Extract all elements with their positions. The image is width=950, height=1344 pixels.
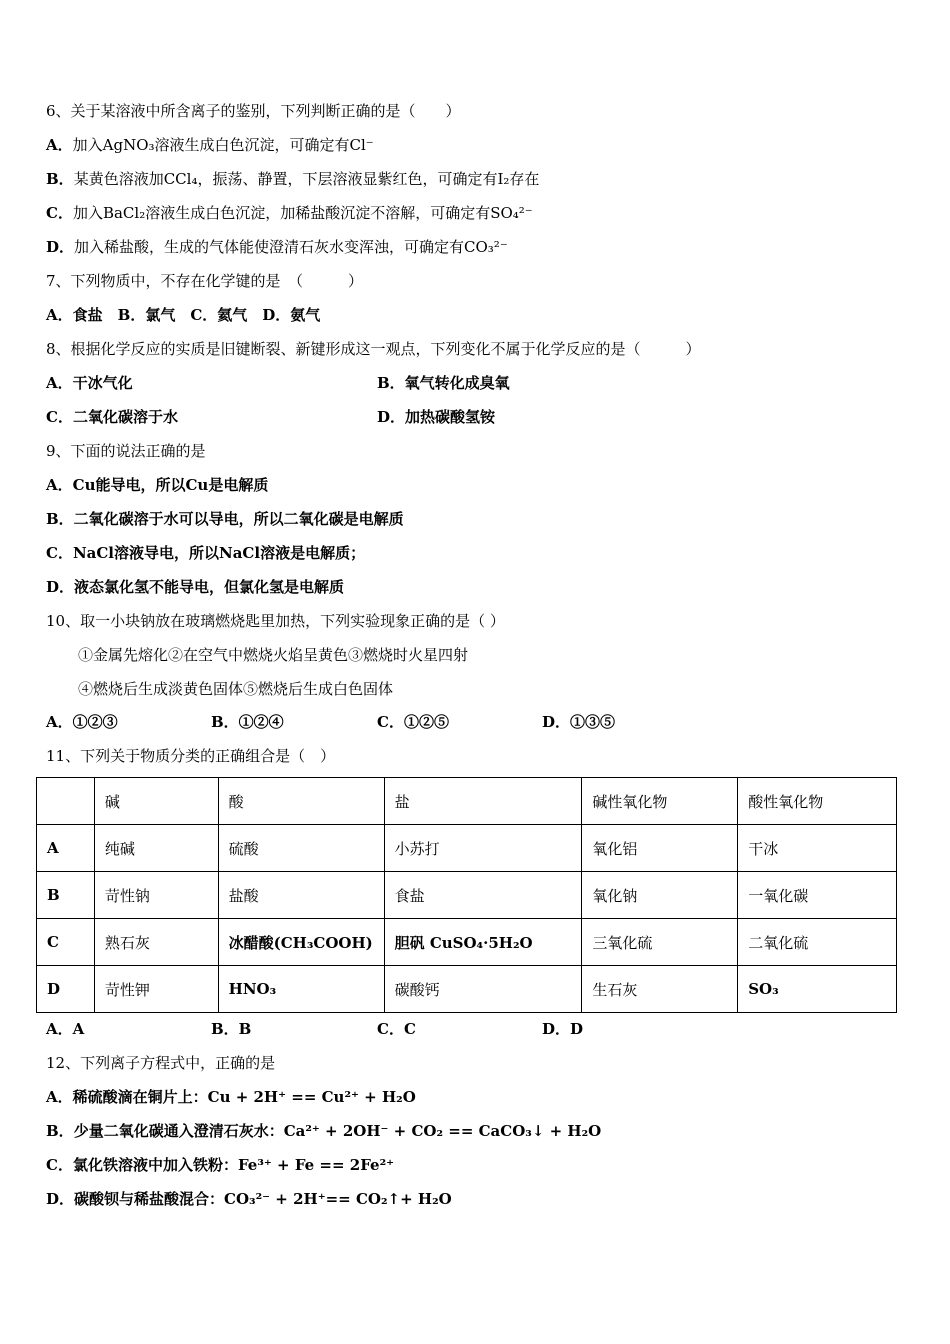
table-header-cell: 酸性氧化物: [738, 778, 897, 825]
q6-option-c: [46, 203, 533, 223]
table-cell: A: [37, 825, 95, 872]
q11-stem: 11、下列关于物质分类的正确组合是（ ）: [46, 747, 336, 765]
table-cell: 胆矾 CuSO₄·5H₂O: [384, 919, 582, 966]
table-cell: C: [37, 919, 95, 966]
table-row: [37, 966, 897, 1013]
q7-options: A．食盐 B．氯气 C．氦气 D．氨气: [46, 306, 321, 324]
table-cell: 一氧化碳: [738, 872, 897, 919]
table-header-cell: 碱性氧化物: [582, 778, 738, 825]
q8-option-d: D．加热碳酸氢铵: [377, 408, 496, 426]
table-cell: 三氧化硫: [582, 919, 738, 966]
table-cell: 食盐: [384, 872, 582, 919]
q6-option-a: [46, 135, 374, 155]
table-header-cell: 酸: [218, 778, 384, 825]
q6-option-c-label: C．: [46, 204, 73, 222]
q9-option-c: C．NaCl溶液导电，所以NaCl溶液是电解质；: [46, 544, 366, 562]
q12-option-d-label: D．: [46, 1190, 75, 1208]
table-cell: 小苏打: [384, 825, 582, 872]
table-cell: 苛性钠: [94, 872, 218, 919]
q11-option-d: D．D: [542, 1020, 584, 1038]
q12-option-d: [46, 1189, 452, 1209]
table-cell: 氧化钠: [582, 872, 738, 919]
q12-option-c: [46, 1155, 394, 1175]
table-cell: 氧化铝: [582, 825, 738, 872]
q10-option-c: C．①②⑤: [377, 713, 449, 731]
table-header-cell: [37, 778, 95, 825]
table-cell: 苛性钾: [94, 966, 218, 1013]
q6-stem: 6、关于某溶液中所含离子的鉴别，下列判断正确的是（ ）: [46, 102, 461, 120]
q6-option-a-text: 加入AgNO₃溶液生成白色沉淀，可确定有Cl⁻: [72, 136, 374, 154]
q6-option-d: [46, 237, 508, 257]
q8-stem: 8、根据化学反应的实质是旧键断裂、新键形成这一观点，下列变化不属于化学反应的是（ ）: [46, 340, 701, 358]
q10-option-d: D．①③⑤: [542, 713, 616, 731]
q6-option-d-text: 加入稀盐酸，生成的气体能使澄清石灰水变浑浊，可确定有CO₃²⁻: [74, 238, 508, 256]
q12-option-c-text: 氯化铁溶液中加入铁粉：Fe³⁺ + Fe == 2Fe²⁺: [72, 1156, 395, 1174]
q12-option-c-label: C．: [46, 1156, 73, 1174]
q10-stem: 10、取一小块钠放在玻璃燃烧匙里加热，下列实验现象正确的是（ ）: [46, 612, 505, 630]
q12-option-a-label: A．: [46, 1088, 73, 1106]
q12-option-b: [46, 1121, 601, 1141]
q6-option-c-text: 加入BaCl₂溶液生成白色沉淀，加稀盐酸沉淀不溶解，可确定有SO₄²⁻: [72, 204, 533, 222]
q10-statements-line1: ①金属先熔化②在空气中燃烧火焰呈黄色③燃烧时火星四射: [78, 646, 469, 664]
q12-option-b-label: B．: [46, 1122, 74, 1140]
table-cell: SO₃: [738, 966, 897, 1013]
table-header-cell: 碱: [94, 778, 218, 825]
table-cell: 硫酸: [218, 825, 384, 872]
table-row: [37, 919, 897, 966]
table-cell: 二氧化硫: [738, 919, 897, 966]
table-cell: 冰醋酸(CH₃COOH): [218, 919, 384, 966]
q6-option-a-label: A．: [46, 136, 73, 154]
q12-option-a: [46, 1087, 416, 1107]
table-header-row: [37, 778, 897, 825]
q12-stem: 12、下列离子方程式中，正确的是: [46, 1054, 276, 1072]
table-header-cell: 盐: [384, 778, 582, 825]
q12-option-b-text: 少量二氧化碳通入澄清石灰水：Ca²⁺ + 2OH⁻ + CO₂ == CaCO₃↓ + H₂O: [73, 1122, 602, 1140]
table-cell: 干冰: [738, 825, 897, 872]
q11-option-b: B．B: [211, 1020, 252, 1038]
table-cell: 盐酸: [218, 872, 384, 919]
table-cell: 熟石灰: [94, 919, 218, 966]
q11-option-c: C．C: [377, 1020, 416, 1038]
table-cell: B: [37, 872, 95, 919]
q12-option-a-text: 稀硫酸滴在铜片上：Cu + 2H⁺ == Cu²⁺ + H₂O: [72, 1088, 416, 1106]
table-row: [37, 872, 897, 919]
q10-option-b: B．①②④: [211, 713, 284, 731]
table-row: [37, 825, 897, 872]
q6-option-b-text: 某黄色溶液加CCl₄，振荡、静置，下层溶液显紫红色，可确定有I₂存在: [73, 170, 540, 188]
q8-option-a: A．干冰气化: [46, 374, 133, 392]
q8-option-c: C．二氧化碳溶于水: [46, 408, 178, 426]
q6-option-d-label: D．: [46, 238, 75, 256]
q9-stem: 9、下面的说法正确的是: [46, 442, 206, 460]
table-cell: 碳酸钙: [384, 966, 582, 1013]
table-cell: HNO₃: [218, 966, 384, 1013]
q10-option-a: A．①②③: [46, 713, 118, 731]
table-cell: 生石灰: [582, 966, 738, 1013]
classification-table: [36, 777, 897, 1013]
q11-option-a: A．A: [46, 1020, 85, 1038]
q7-stem: 7、下列物质中，不存在化学键的是 （ ）: [46, 272, 364, 290]
q12-option-d-text: 碳酸钡与稀盐酸混合：CO₃²⁻ + 2H⁺== CO₂↑+ H₂O: [74, 1190, 452, 1208]
q9-option-a: A．Cu能导电，所以Cu是电解质: [46, 476, 269, 494]
table-cell: D: [37, 966, 95, 1013]
q6-option-b-label: B．: [46, 170, 74, 188]
q10-statements-line2: ④燃烧后生成淡黄色固体⑤燃烧后生成白色固体: [78, 680, 394, 698]
q8-option-b: B．氧气转化成臭氧: [377, 374, 510, 392]
table-cell: 纯碱: [94, 825, 218, 872]
q6-option-b: [46, 169, 539, 189]
q9-option-b: B．二氧化碳溶于水可以导电，所以二氧化碳是电解质: [46, 510, 404, 528]
q9-option-d: D．液态氯化氢不能导电，但氯化氢是电解质: [46, 578, 345, 596]
